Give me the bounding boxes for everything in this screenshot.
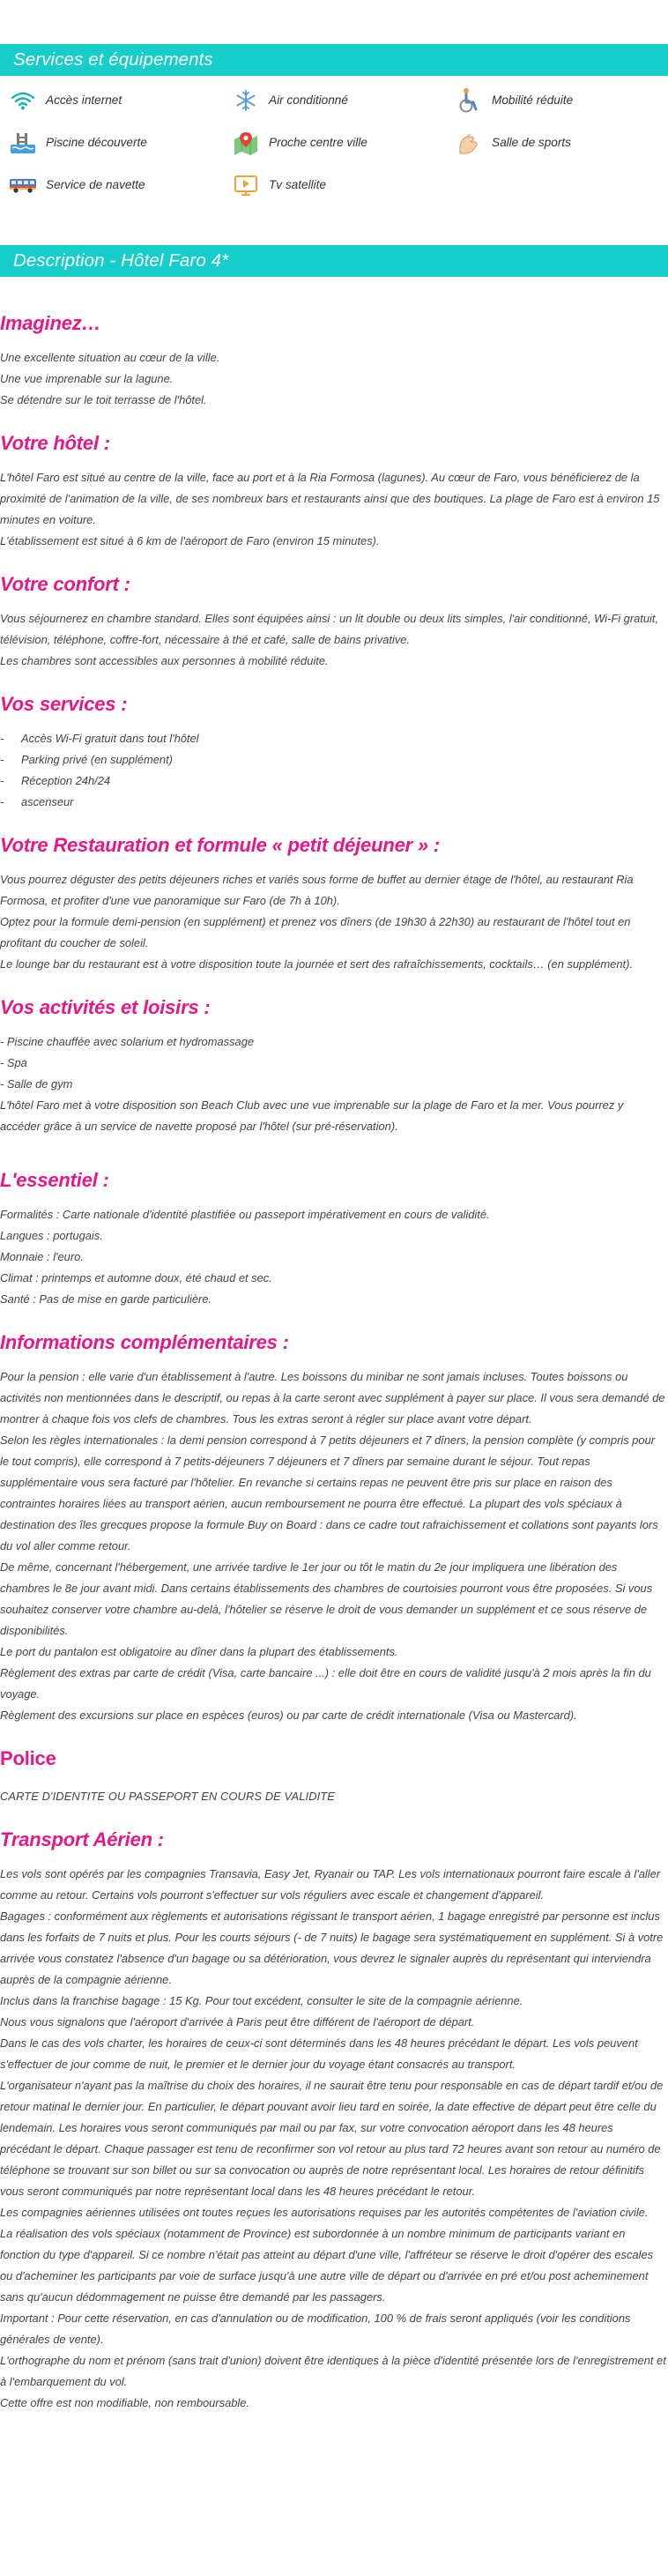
- amenity-internet: [9, 86, 232, 115]
- section-activites: [0, 994, 668, 1137]
- description-title: Description - Hôtel Faro 4*: [13, 250, 229, 271]
- section-title: Vos activités et loisirs :: [0, 996, 211, 1018]
- text-line: Langues : portugais.: [0, 1229, 103, 1242]
- paragraph: L'hôtel Faro met à votre disposition son Beach Club avec une vue imprenable sur la plage de Faro et la mer. Vous pourrez y accéder grâce à un service de navette proposé par l'hôtel (sur pré-réservation).: [0, 1098, 624, 1133]
- paragraph: Les chambres sont accessibles aux personnes à mobilité réduite.: [0, 654, 329, 667]
- amenity-tv: [232, 171, 455, 199]
- section-hotel: [0, 430, 668, 552]
- gym-icon: [455, 130, 483, 156]
- amenity-label: Proche centre ville: [269, 136, 367, 149]
- paragraph: Cette offre est non modifiable, non remboursable.: [0, 2396, 250, 2409]
- wifi-icon: [9, 87, 37, 114]
- description-banner: [0, 245, 668, 277]
- paragraph: CARTE D'IDENTITE OU PASSEPORT EN COURS DE VALIDITE: [0, 1790, 335, 1803]
- text-line: Monnaie : l'euro.: [0, 1250, 84, 1263]
- paragraph: Nous vous signalons que l'aéroport d'arrivée à Paris peut être différent de l'aéroport de départ.: [0, 2015, 475, 2029]
- paragraph: Le port du pantalon est obligatoire au dîner dans la plupart des établissements.: [0, 1645, 398, 1658]
- shuttle-icon: [9, 172, 37, 198]
- amenity-gym: [455, 129, 668, 157]
- section-infos: [0, 1329, 668, 1726]
- amenity-label: Piscine découverte: [46, 136, 147, 149]
- tv-icon: [232, 172, 260, 198]
- amenity-city-center: [232, 129, 455, 157]
- paragraph: Optez pour la formule demi-pension (en supplément) et prenez vos dîners (de 19h30 à 22h30) au restaurant de l'hôtel tout en profitant du coucher de soleil.: [0, 915, 631, 949]
- amenities-grid: [0, 76, 668, 199]
- list-item: - Parking privé (en supplément): [0, 753, 173, 766]
- section-title: Vos services :: [0, 693, 128, 715]
- section-title: Police: [0, 1747, 56, 1769]
- paragraph: De même, concernant l'hébergement, une arrivée tardive le 1er jour ou tôt le matin du 2e jour impliquera une libération des chambres le 8e jour avant midi. Dans certains établissements des chambres de courtoisies pourront vous être proposées. Si vous souhaitez conserver votre chambre au-delà, l'hôtelier se réserve le droit de vous demander un supplément et ce sous réserve de disponibilités.: [0, 1560, 653, 1637]
- section-vos-services: [0, 691, 668, 813]
- amenity-shuttle: [9, 171, 232, 199]
- paragraph: Vous pourrez déguster des petits déjeuners riches et variés sous forme de buffet au dernier étage de l'hôtel, au restaurant Ria Formosa, et profiter d'une vue panoramique sur Faro (de 7h à 10h).: [0, 873, 634, 907]
- paragraph: L'établissement est situé à 6 km de l'aéroport de Faro (environ 15 minutes).: [0, 534, 380, 547]
- text-line: - Spa: [0, 1056, 27, 1069]
- paragraph: L'orthographe du nom et prénom (sans trait d'union) doivent être identiques à la pièce d'identité présentée lors de l'enregistrement et à l'embarquement du vol.: [0, 2354, 666, 2388]
- section-title: Imaginez…: [0, 312, 101, 334]
- paragraph: Les compagnies aériennes utilisées ont toutes reçues les autorisations requises par les autorités compétentes de l'aviation civile.: [0, 2206, 649, 2219]
- text-line: Santé : Pas de mise en garde particulière.: [0, 1292, 212, 1306]
- text-line: Climat : printemps et automne doux, été chaud et sec.: [0, 1271, 272, 1284]
- section-title: Informations complémentaires :: [0, 1331, 289, 1353]
- section-title: Votre hôtel :: [0, 432, 110, 454]
- amenity-aircon: [232, 86, 455, 115]
- section-essentiel: [0, 1167, 668, 1310]
- paragraph: La réalisation des vols spéciaux (notamment de Province) est subordonnée à un nombre minimum de participants variant en fonction du type d'appareil. Si ce nombre n'était pas atteint au départ d'une ville, l'affréteur se réserve le droit d'opérer des escales ou d'acheminer les participants par voie de surface jusqu'à une autre ville de départ ou d'arrivée en pré et/ou post acheminement sans qu'aucun dédommagement ne puisse être demandé par les passagers.: [0, 2227, 654, 2304]
- section-police: [0, 1746, 668, 1807]
- services-title: Services et équipements: [13, 49, 213, 70]
- text-line: - Salle de gym: [0, 1077, 73, 1091]
- snowflake-icon: [232, 87, 260, 114]
- text-line: Une vue imprenable sur la lagune.: [0, 372, 174, 385]
- text-line: - Piscine chauffée avec solarium et hydromassage: [0, 1035, 255, 1048]
- amenity-label: Service de navette: [46, 178, 145, 191]
- text-line: Formalités : Carte nationale d'identité plastifiée ou passeport impérativement en cours de validité.: [0, 1208, 490, 1221]
- amenity-mobility: [455, 86, 668, 115]
- section-imaginez: [0, 310, 668, 411]
- paragraph: Dans le cas des vols charter, les horaires de ceux-ci sont déterminés dans les 48 heures précédant le départ. Les vols peuvent s'effectuer de jour comme de nuit, le premier et le dernier jour du voyage étant consacrés au transport.: [0, 2036, 638, 2071]
- paragraph: Bagages : conformément aux règlements et autorisations régissant le transport aérien, 1 bagage enregistré par personne est inclus dans les forfaits de 7 nuits et plus. Pour les courts séjours (- de 7 nuits) le bagage sera systématiquement en supplément. Si à votre arrivée vous constatez l'absence d'un bagage ou sa détérioration, vous devrez le signaler auprès du représentant qui interviendra auprès de la compagnie aérienne.: [0, 1910, 664, 1986]
- wheelchair-icon: [455, 87, 483, 114]
- paragraph: Selon les règles internationales : la demi pension correspond à 7 petits déjeuners et 7 dîners, la pension complète (y compris pour le tout compris), elle correspond à 7 petits-déjeuners 7 déjeuners et 7 dîners par semaine durant le séjour. Tout repas supplémentaire vous sera facturé par l'hôtelier. En revanche si certains repas ne peuvent être pris sur place en raison des contraintes horaires liées au transport aérien, aucun remboursement ne pourra être effectué. La plupart des vols spéciaux à destination des îles grecques propose la formule Buy on Board : dans ce cadre tout rafraichissement et collations sont payants lors du vol aller comme retour.: [0, 1433, 658, 1552]
- services-banner: [0, 44, 668, 76]
- section-transport: [0, 1827, 668, 2414]
- paragraph: Inclus dans la franchise bagage : 15 Kg. Pour tout excédent, consulter le site de la compagnie aérienne.: [0, 1994, 523, 2007]
- list-item: - Accès Wi-Fi gratuit dans tout l'hôtel: [0, 732, 199, 745]
- paragraph: Pour la pension : elle varie d'un établissement à l'autre. Les boissons du minibar ne sont jamais incluses. Toutes boissons ou activités non mentionnées dans le descriptif, ou repas à la carte seront avec supplément à payer sur place. Il vous sera demandé de montrer à chaque fois vos clefs de chambres. Tous les extras seront à régler sur place avant votre départ.: [0, 1370, 665, 1426]
- section-confort: [0, 571, 668, 672]
- paragraph: L'organisateur n'ayant pas la maîtrise du choix des horaires, il ne saurait être tenu pour responsable en cas de départ tardif et/ou de retour matinal le dernier jour. En particulier, le départ pouvant avoir lieu tard en soirée, la date effective de départ peut être celle du lendemain. Les horaires vous seront communiqués par mail ou par fax, sur votre convocation aéroport dans les 48 heures précédant le départ. Chaque passager est tenu de reconfirmer son vol retour au plus tard 72 heures avant son retour au numéro de téléphone se trouvant sur son billet ou sur sa convocation ou auprès de notre représentant local. Les horaires de retour définitifs vous seront communiqués par notre représentant local dans les 48 heures précédant le retour.: [0, 2079, 664, 2198]
- paragraph: Les vols sont opérés par les compagnies Transavia, Easy Jet, Ryanair ou TAP. Les vols internationaux pourront faire escale à l'aller comme au retour. Certains vols pourront s'effectuer sur vols réguliers avec escale et changement d'appareil.: [0, 1867, 661, 1902]
- paragraph: L'hôtel Faro est situé au centre de la ville, face au port et à la Ria Formosa (lagunes). Au cœur de Faro, vous bénéficierez de la proximité de l'animation de la ville, de ses nombreux bars et restaurants ainsi que des boutiques. La plage de Faro est à environ 15 minutes en voiture.: [0, 471, 660, 526]
- paragraph: Règlement des excursions sur place en espèces (euros) ou par carte de crédit internationale (Visa ou Mastercard).: [0, 1709, 577, 1722]
- paragraph: Important : Pour cette réservation, en cas d'annulation ou de modification, 100 % de frais seront appliqués (voir les conditions générales de vente).: [0, 2312, 631, 2346]
- section-title: Votre Restauration et formule « petit déjeuner » :: [0, 834, 440, 856]
- section-title: L'essentiel :: [0, 1169, 109, 1191]
- amenity-pool: [9, 129, 232, 157]
- section-title: Transport Aérien :: [0, 1828, 164, 1850]
- map-pin-icon: [232, 130, 260, 156]
- text-line: Se détendre sur le toit terrasse de l'hôtel.: [0, 393, 207, 406]
- amenity-label: Tv satellite: [269, 178, 326, 191]
- section-restauration: [0, 832, 668, 975]
- section-title: Votre confort :: [0, 573, 130, 595]
- pool-icon: [9, 130, 37, 156]
- paragraph: Vous séjournerez en chambre standard. Elles sont équipées ainsi : un lit double ou deux lits simples, l'air conditionné, Wi-Fi gratuit, télévision, téléphone, coffre-fort, nécessaire à thé et café, salle de bains privative.: [0, 612, 659, 646]
- text-line: Une excellente situation au cœur de la ville.: [0, 351, 220, 364]
- amenity-label: Salle de sports: [492, 136, 571, 149]
- paragraph: Règlement des extras par carte de crédit (Visa, carte bancaire ...) : elle doit être en cours de validité jusqu'à 2 mois après la fin du voyage.: [0, 1666, 651, 1701]
- amenity-label: Accès internet: [46, 93, 122, 107]
- paragraph: Le lounge bar du restaurant est à votre disposition toute la journée et sert des rafraîchissements, cocktails… (en supplément).: [0, 957, 633, 971]
- amenity-label: Mobilité réduite: [492, 93, 574, 107]
- list-item: - ascenseur: [0, 795, 74, 808]
- amenity-label: Air conditionné: [269, 93, 348, 107]
- list-item: - Réception 24h/24: [0, 774, 111, 787]
